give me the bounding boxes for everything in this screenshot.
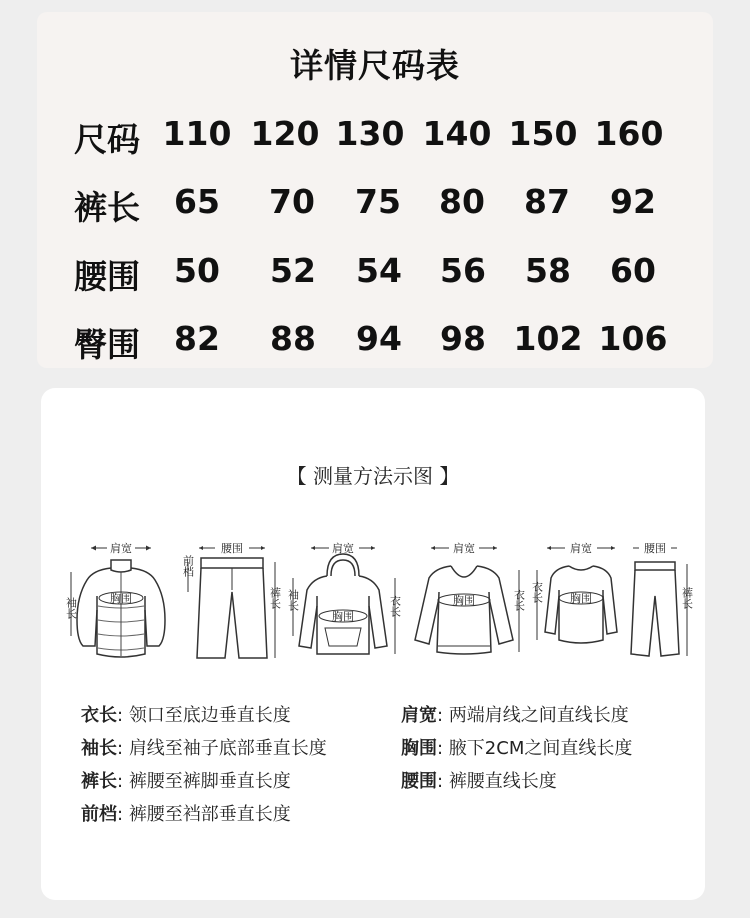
measure-title: 【 测量方法示图 】 <box>286 464 460 488</box>
size-row <box>37 319 713 363</box>
shoulder-label: 肩宽 <box>332 542 354 555</box>
pants-length-label: 裤长 <box>268 587 282 609</box>
definition-key: 前档 <box>81 804 117 825</box>
size-row <box>37 251 713 295</box>
waist-label: 腰围 <box>644 542 666 555</box>
length-label: 衣长 <box>388 595 402 617</box>
measurement-guide-card <box>41 388 705 900</box>
cell: 92 <box>610 182 656 221</box>
cell: 56 <box>440 251 486 290</box>
row-label: 尺码 <box>74 120 140 159</box>
sleeve-label: 袖长 <box>64 597 78 619</box>
chest-label: 胸围 <box>332 610 354 623</box>
definition-item <box>401 767 557 793</box>
cell: 82 <box>174 319 220 358</box>
pants-length-label: 裤长 <box>680 587 694 609</box>
sweatshirt-joggers-icon <box>529 536 695 666</box>
cell: 110 <box>162 114 232 153</box>
cell: 87 <box>524 182 570 221</box>
sleeve-label: 袖长 <box>286 589 300 611</box>
chest-label: 胸围 <box>110 592 132 605</box>
cell: 58 <box>525 251 571 290</box>
pants-diagram <box>181 536 281 666</box>
size-row <box>37 114 713 158</box>
cell: 106 <box>598 319 668 358</box>
definition-item <box>401 734 632 760</box>
cell: 88 <box>270 319 316 358</box>
definition-sep: : <box>117 738 124 759</box>
shoulder-label: 肩宽 <box>110 542 132 555</box>
definition-key: 衣长 <box>81 705 117 726</box>
row-label: 腰围 <box>74 257 140 296</box>
cell: 50 <box>174 251 220 290</box>
cell: 130 <box>335 114 405 153</box>
definition-text: 两端肩线之间直线长度 <box>448 705 629 726</box>
cell: 98 <box>440 319 486 358</box>
cell: 60 <box>610 251 656 290</box>
chest-label: 胸围 <box>570 592 592 605</box>
jacket-diagram <box>63 536 175 666</box>
definition-key: 胸围 <box>401 738 437 759</box>
definition-sep: : <box>437 738 444 759</box>
size-table-title: 详情尺码表 <box>290 46 460 85</box>
chest-label: 胸围 <box>453 594 475 607</box>
definition-text: 裤腰直线长度 <box>448 771 557 792</box>
definition-sep: : <box>117 705 124 726</box>
hoodie-diagram <box>287 536 403 666</box>
sweater-icon <box>407 536 525 666</box>
cell: 54 <box>356 251 402 290</box>
sweater-diagram <box>407 536 525 666</box>
definition-text: 裤腰至裤脚垂直长度 <box>128 771 291 792</box>
cell: 160 <box>594 114 664 153</box>
cell: 150 <box>508 114 578 153</box>
definition-item <box>81 734 327 760</box>
definition-key: 腰围 <box>401 771 437 792</box>
definition-sep: : <box>437 771 444 792</box>
definition-key: 袖长 <box>81 738 117 759</box>
definition-sep: : <box>117 804 124 825</box>
shoulder-label: 肩宽 <box>453 542 475 555</box>
cell: 65 <box>174 182 220 221</box>
definition-item <box>81 767 291 793</box>
shoulder-label: 肩宽 <box>570 542 592 555</box>
definition-text: 肩线至袖子底部垂直长度 <box>128 738 327 759</box>
size-table-card <box>37 12 713 368</box>
cell: 140 <box>422 114 492 153</box>
definition-item <box>81 701 291 727</box>
pants-icon <box>181 536 281 666</box>
waist-label: 腰围 <box>221 542 243 555</box>
cell: 120 <box>250 114 320 153</box>
size-row <box>37 182 713 226</box>
puffer-jacket-icon <box>63 536 175 666</box>
hoodie-icon <box>287 536 403 666</box>
cell: 102 <box>513 319 583 358</box>
length-label: 衣长 <box>512 589 526 611</box>
definition-text: 裤腰至裆部垂直长度 <box>128 804 291 825</box>
definition-key: 肩宽 <box>401 705 437 726</box>
definition-sep: : <box>437 705 444 726</box>
definition-text: 腋下2CM之间直线长度 <box>448 738 633 759</box>
definition-sep: : <box>117 771 124 792</box>
crotch-label: 前档 <box>181 555 195 577</box>
length-label: 衣长 <box>530 581 544 603</box>
set-diagram <box>529 536 695 666</box>
row-label: 臀围 <box>74 325 140 364</box>
definition-text: 领口至底边垂直长度 <box>128 705 291 726</box>
cell: 80 <box>439 182 485 221</box>
cell: 75 <box>355 182 401 221</box>
cell: 70 <box>269 182 315 221</box>
definition-item <box>81 800 291 826</box>
row-label: 裤长 <box>74 188 140 227</box>
cell: 94 <box>356 319 402 358</box>
definition-item <box>401 701 629 727</box>
cell: 52 <box>270 251 316 290</box>
definition-key: 裤长 <box>81 771 117 792</box>
